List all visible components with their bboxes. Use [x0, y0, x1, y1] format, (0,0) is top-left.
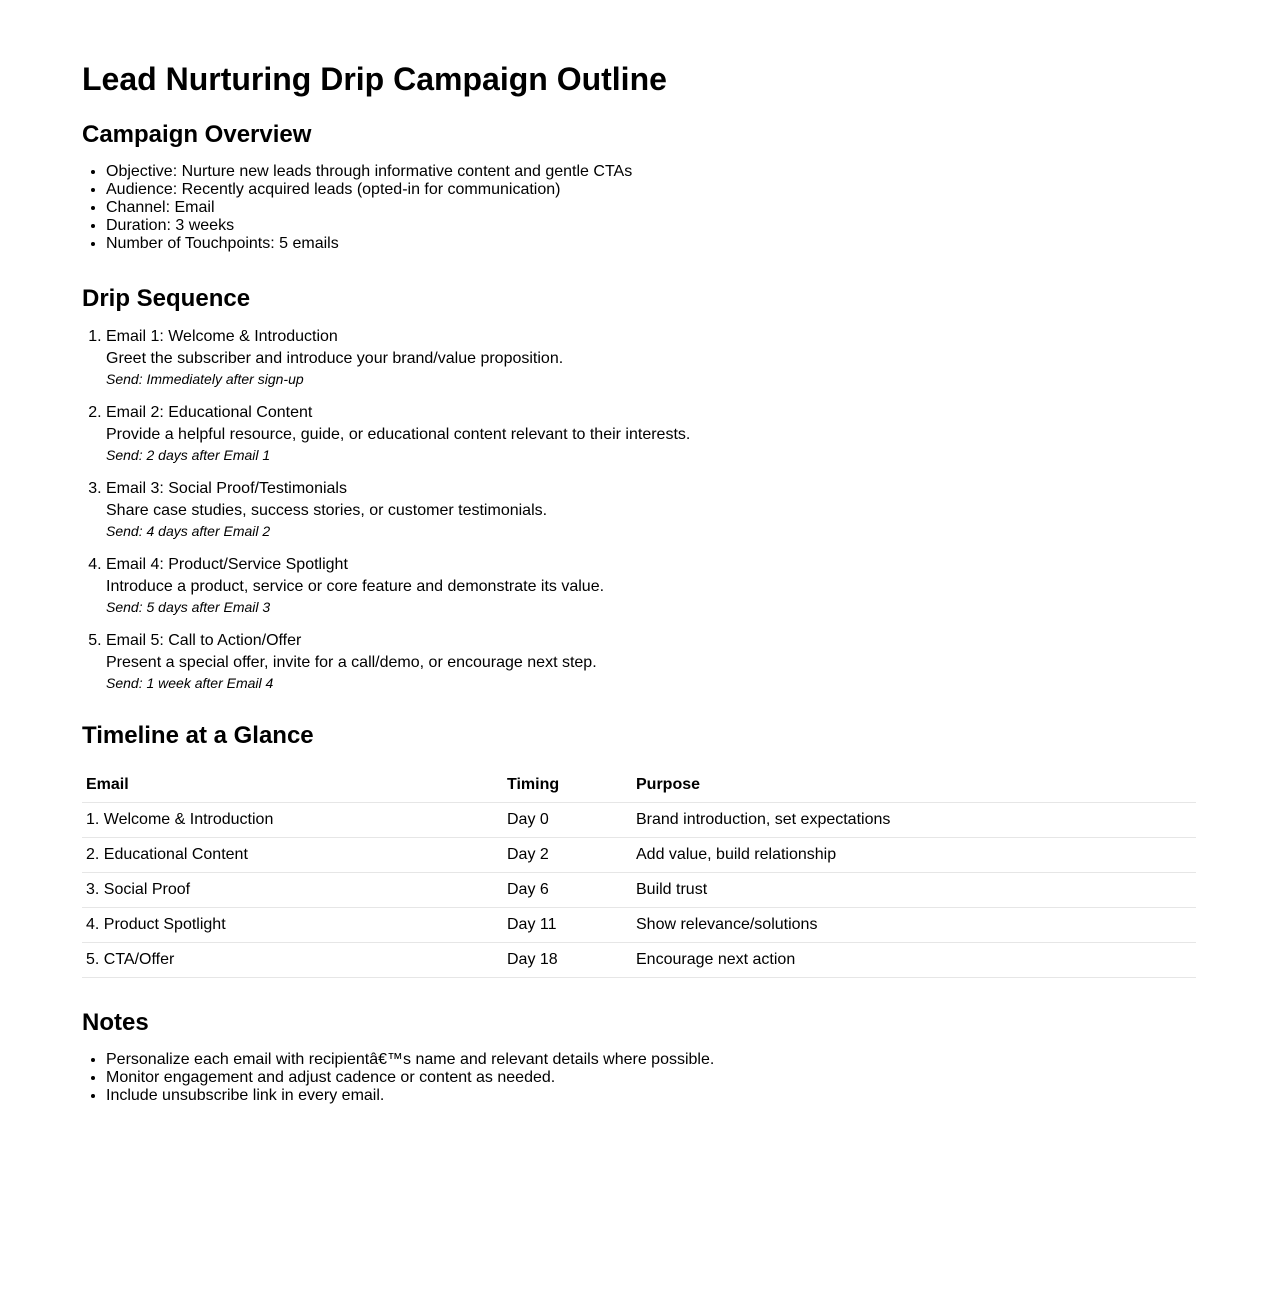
- drip-email-item: [106, 631, 1196, 693]
- overview-item: • Duration: 3 weeks: [106, 217, 1196, 235]
- table-row: [82, 873, 1196, 908]
- timeline-heading: Timeline at a Glance: [82, 722, 314, 749]
- email-send-timing: Send: 5 days after Email 3: [106, 599, 271, 615]
- cell-email: 5. CTA/Offer: [82, 943, 503, 978]
- note-item: • Monitor engagement and adjust cadence or content as needed.: [106, 1069, 1196, 1087]
- drip-sequence-list: [82, 327, 1196, 693]
- email-description: Share case studies, success stories, or customer testimonials.: [106, 502, 548, 519]
- overview-item: • Objective: Nurture new leads through informative content and gentle CTAs: [106, 163, 1196, 181]
- email-send-timing: Send: 2 days after Email 1: [106, 447, 271, 463]
- email-description: Present a special offer, invite for a call/demo, or encourage next step.: [106, 654, 597, 671]
- email-title: 2. Email 2: Educational Content: [106, 404, 313, 421]
- table-row: [82, 908, 1196, 943]
- cell-timing: Day 18: [503, 943, 632, 978]
- drip-heading: Drip Sequence: [82, 285, 251, 312]
- cell-email: 1. Welcome & Introduction: [82, 803, 503, 838]
- cell-purpose: Add value, build relationship: [632, 838, 1196, 873]
- drip-email-item: [106, 555, 1196, 617]
- table-row: [82, 803, 1196, 838]
- table-row: [82, 943, 1196, 978]
- table-row: [82, 838, 1196, 873]
- email-title: 3. Email 3: Social Proof/Testimonials: [106, 480, 347, 497]
- overview-list: [82, 163, 1196, 253]
- overview-item: • Channel: Email: [106, 199, 1196, 217]
- column-header-email: Email: [82, 768, 503, 803]
- cell-timing: Day 6: [503, 873, 632, 908]
- notes-list: [82, 1051, 1196, 1105]
- cell-purpose: Brand introduction, set expectations: [632, 803, 1196, 838]
- email-send-timing: Send: 4 days after Email 2: [106, 523, 271, 539]
- table-header-row: [82, 768, 1196, 803]
- note-item: • Include unsubscribe link in every email.: [106, 1087, 1196, 1105]
- cell-email: 2. Educational Content: [82, 838, 503, 873]
- email-send-timing: Send: 1 week after Email 4: [106, 675, 274, 691]
- email-description: Provide a helpful resource, guide, or educational content relevant to their interests.: [106, 426, 691, 443]
- notes-heading: Notes: [82, 1009, 149, 1036]
- column-header-purpose: Purpose: [632, 768, 1196, 803]
- email-title: 4. Email 4: Product/Service Spotlight: [106, 556, 348, 573]
- page-title: Lead Nurturing Drip Campaign Outline: [82, 61, 667, 97]
- cell-timing: Day 11: [503, 908, 632, 943]
- email-description: Introduce a product, service or core feature and demonstrate its value.: [106, 578, 605, 595]
- cell-timing: Day 2: [503, 838, 632, 873]
- cell-email: 4. Product Spotlight: [82, 908, 503, 943]
- column-header-timing: Timing: [503, 768, 632, 803]
- email-title: 1. Email 1: Welcome & Introduction: [106, 328, 338, 345]
- drip-email-item: [106, 403, 1196, 465]
- cell-purpose: Encourage next action: [632, 943, 1196, 978]
- cell-purpose: Show relevance/solutions: [632, 908, 1196, 943]
- overview-item: • Number of Touchpoints: 5 emails: [106, 235, 1196, 253]
- cell-email: 3. Social Proof: [82, 873, 503, 908]
- overview-item: • Audience: Recently acquired leads (opted-in for communication): [106, 181, 1196, 199]
- email-description: Greet the subscriber and introduce your brand/value proposition.: [106, 350, 564, 367]
- email-send-timing: Send: Immediately after sign-up: [106, 371, 304, 387]
- note-item: • Personalize each email with recipientâ€™s name and relevant details where possible.: [106, 1051, 1196, 1069]
- overview-heading: Campaign Overview: [82, 121, 312, 148]
- cell-timing: Day 0: [503, 803, 632, 838]
- timeline-table: [82, 768, 1196, 978]
- drip-email-item: [106, 327, 1196, 389]
- cell-purpose: Build trust: [632, 873, 1196, 908]
- drip-email-item: [106, 479, 1196, 541]
- email-title: 5. Email 5: Call to Action/Offer: [106, 632, 302, 649]
